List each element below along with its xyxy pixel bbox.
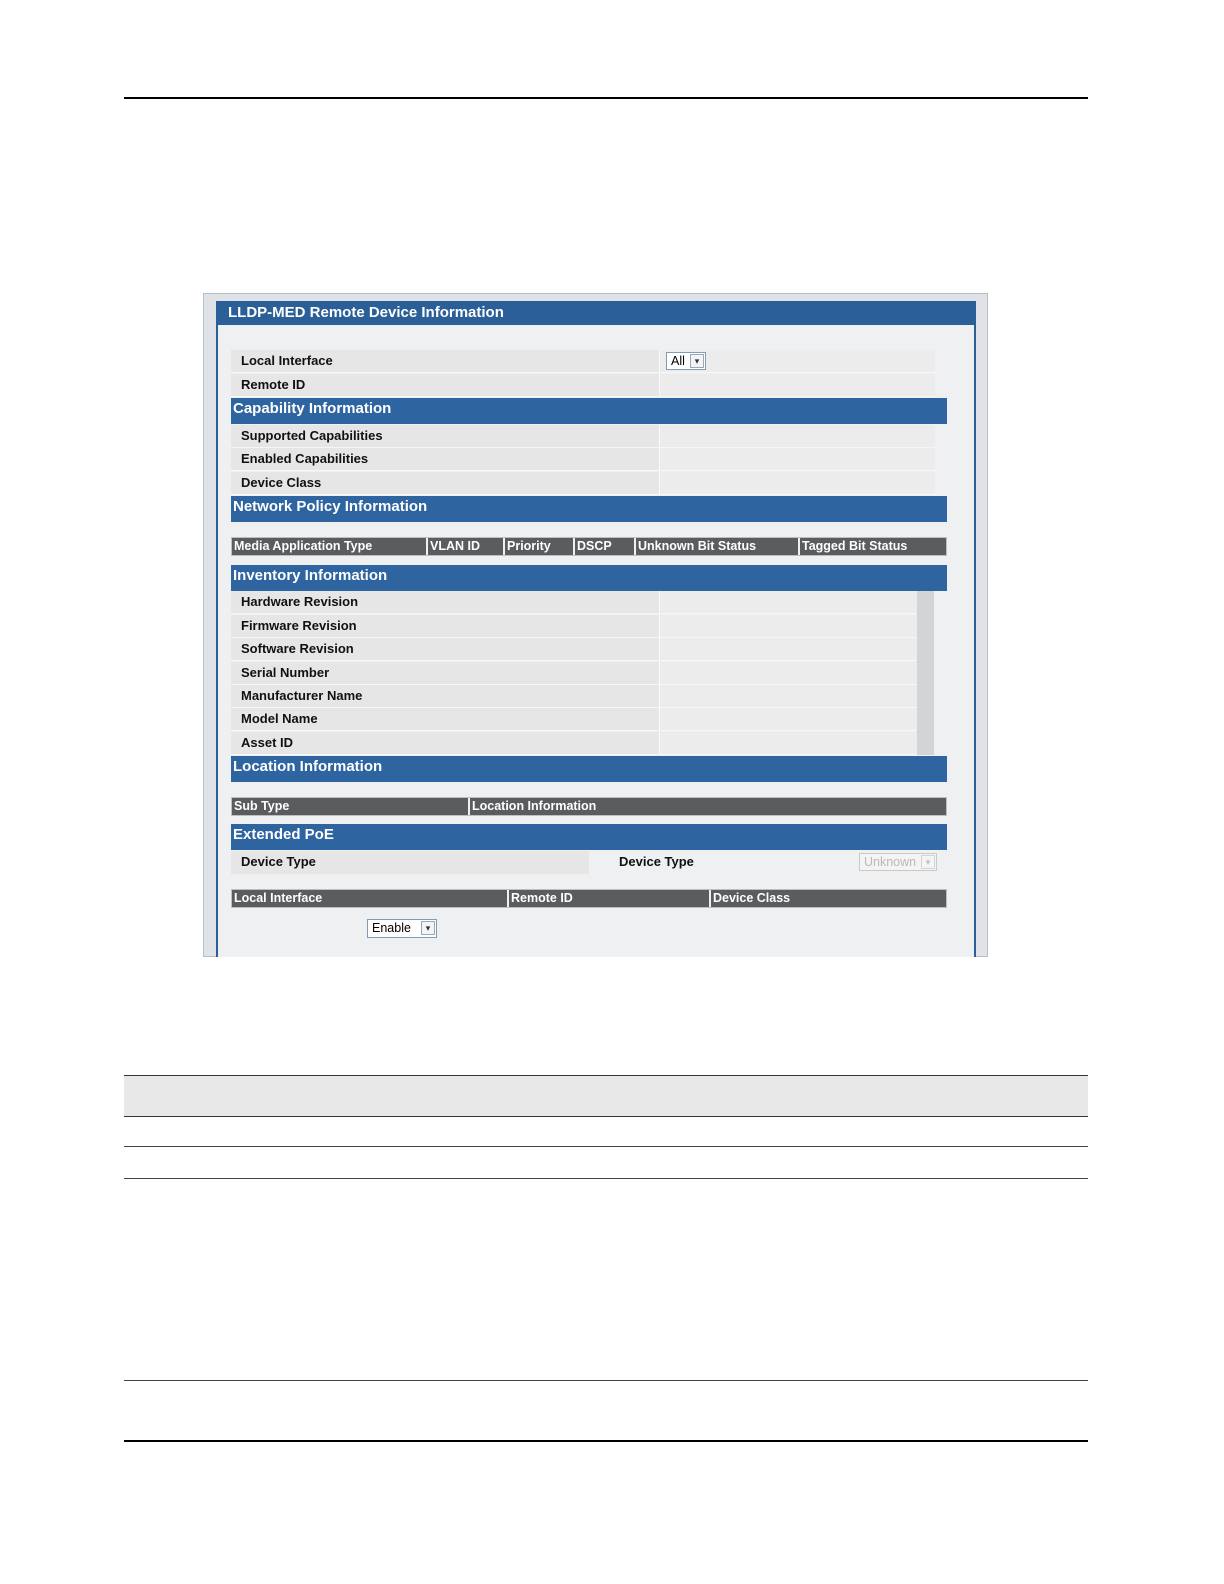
supported-capabilities-value (659, 425, 935, 447)
firmware-revision-value (659, 615, 917, 637)
remote-id-label: Remote ID (241, 377, 306, 392)
model-name-value (659, 708, 917, 730)
capability-row (231, 448, 935, 471)
local-interface-select-value: All (671, 354, 685, 368)
extended-poe-header: Extended PoE (231, 824, 947, 850)
enabled-capabilities-label: Enabled Capabilities (241, 451, 369, 466)
hardware-revision-value (659, 591, 917, 613)
enable-select[interactable] (367, 919, 437, 938)
column-header: DSCP (575, 538, 636, 555)
firmware-revision-label: Firmware Revision (241, 618, 357, 633)
column-header: Unknown Bit Status (636, 538, 800, 555)
column-header: VLAN ID (428, 538, 505, 555)
device-class-value (659, 472, 935, 494)
lldp-med-remote-panel (216, 301, 976, 957)
asset-id-label: Asset ID (241, 735, 294, 750)
inventory-row (231, 591, 917, 614)
document-table-rule (124, 1146, 1088, 1147)
software-revision-value (659, 638, 917, 660)
local-interface-row (231, 350, 935, 373)
page-top-rule (124, 97, 1088, 99)
manufacturer-name-label: Manufacturer Name (241, 688, 363, 703)
local-interface-select[interactable] (666, 352, 706, 370)
inventory-information-header: Inventory Information (231, 565, 947, 591)
device-type-label-right: Device Type (619, 854, 694, 869)
serial-number-value (659, 662, 917, 684)
device-type-select[interactable] (859, 853, 937, 871)
capability-row (231, 472, 935, 495)
asset-id-value (659, 732, 917, 754)
enable-select-value: Enable (372, 921, 411, 935)
inventory-row (231, 708, 917, 731)
device-class-label: Device Class (241, 475, 322, 490)
document-table-rule (124, 1380, 1088, 1381)
extended-poe-table-header (231, 889, 947, 908)
remote-id-value (659, 374, 935, 396)
column-header: Location Information (472, 799, 597, 813)
inventory-row (231, 685, 917, 708)
column-header: Priority (505, 538, 575, 555)
inventory-row (231, 662, 917, 685)
network-policy-information-header: Network Policy Information (231, 496, 947, 522)
chevron-down-icon[interactable]: ▾ (421, 921, 435, 935)
inventory-row (231, 732, 917, 755)
capability-information-header: Capability Information (231, 398, 947, 424)
chevron-down-icon[interactable]: ▾ (921, 855, 935, 869)
software-revision-label: Software Revision (241, 641, 354, 656)
page-bottom-rule (124, 1440, 1088, 1442)
column-header: Sub Type (232, 798, 470, 815)
inventory-row (231, 638, 917, 661)
column-header: Device Class (713, 891, 791, 905)
screenshot-frame (203, 293, 988, 957)
capability-row (231, 425, 935, 448)
chevron-down-icon[interactable]: ▾ (690, 354, 704, 368)
location-table-header (231, 797, 947, 816)
document-table-header (124, 1075, 1088, 1117)
device-type-select-value: Unknown (864, 855, 917, 869)
column-header: Tagged Bit Status (802, 539, 908, 553)
location-information-header: Location Information (231, 756, 947, 782)
local-interface-value-cell (659, 350, 935, 372)
enabled-capabilities-value (659, 448, 935, 470)
column-header: Local Interface (232, 890, 509, 907)
document-table-rule (124, 1178, 1088, 1179)
column-header: Media Application Type (232, 538, 428, 555)
manufacturer-name-value (659, 685, 917, 707)
serial-number-label: Serial Number (241, 665, 330, 680)
panel-title: LLDP-MED Remote Device Information (218, 301, 974, 325)
device-type-label: Device Type (241, 854, 316, 869)
scroll-track (916, 591, 934, 755)
extended-poe-device-type-row (231, 851, 947, 874)
local-interface-label: Local Interface (241, 353, 333, 368)
supported-capabilities-label: Supported Capabilities (241, 428, 383, 443)
column-header: Remote ID (509, 890, 711, 907)
model-name-label: Model Name (241, 711, 318, 726)
remote-id-row (231, 374, 935, 397)
hardware-revision-label: Hardware Revision (241, 594, 359, 609)
inventory-row (231, 615, 917, 638)
network-policy-table-header (231, 537, 947, 556)
